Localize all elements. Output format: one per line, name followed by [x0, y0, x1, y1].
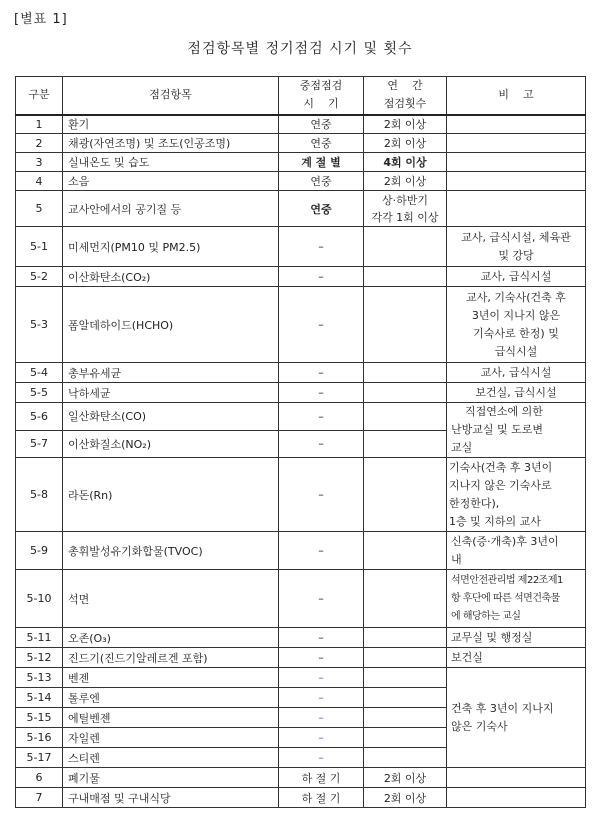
- row-item: 라돈(Rn): [63, 458, 279, 532]
- table-header-row: [16, 77, 586, 115]
- row-note-line2: 항 후단에 따른 석면건축물: [451, 592, 560, 604]
- row-count: [364, 383, 447, 403]
- row-item: 미세먼지(PM10 및 PM2.5): [63, 227, 279, 267]
- row-period: 연중: [279, 134, 364, 153]
- row-period: –: [279, 708, 364, 728]
- row-period: –: [279, 267, 364, 287]
- row-item: 환기: [63, 115, 279, 134]
- row-no: 5-15: [16, 708, 63, 728]
- row-no: 5-9: [16, 532, 63, 570]
- row-count: 2회 이상: [364, 788, 447, 808]
- row-period: –: [279, 532, 364, 570]
- row-note: [447, 191, 586, 227]
- row-no: 5-11: [16, 628, 63, 648]
- header-count: [364, 77, 447, 115]
- row-period: 하 절 기: [279, 768, 364, 788]
- row-no: 5: [16, 191, 63, 227]
- row-period: –: [279, 648, 364, 668]
- row-count: [364, 628, 447, 648]
- table-row: [16, 628, 586, 648]
- row-item: 총휘발성유기화합물(TVOC): [63, 532, 279, 570]
- row-note: [447, 287, 586, 363]
- row-item: 스티렌: [63, 748, 279, 768]
- row-item: 벤젠: [63, 668, 279, 688]
- row-note-line3: 기숙사로 한정) 및: [473, 326, 559, 340]
- row-note: [447, 227, 586, 267]
- row-period: –: [279, 668, 364, 688]
- row-count: [364, 728, 447, 748]
- row-note-line1: 신축(증·개축)후 3년이: [451, 534, 559, 548]
- row-no: 5-1: [16, 227, 63, 267]
- row-no: 7: [16, 788, 63, 808]
- header-count-line2: 점검횟수: [383, 97, 427, 111]
- row-period: –: [279, 363, 364, 383]
- table-row: [16, 668, 586, 688]
- row-count: [364, 458, 447, 532]
- row-count: [364, 227, 447, 267]
- row-period: –: [279, 403, 364, 431]
- row-item: 채광(자연조명) 및 조도(인공조명): [63, 134, 279, 153]
- row-no: 1: [16, 115, 63, 134]
- table-row: [16, 458, 586, 532]
- row-period: –: [279, 628, 364, 648]
- row-item: 폼알데하이드(HCHO): [63, 287, 279, 363]
- row-note: [447, 115, 586, 134]
- row-no: 3: [16, 153, 63, 172]
- row-note: 교무실 및 행정실: [447, 628, 586, 648]
- row-period: –: [279, 430, 364, 458]
- header-period-line2: 시 기: [303, 97, 339, 111]
- row-count: [364, 430, 447, 458]
- row-count-line1: 상·하반기: [381, 193, 428, 207]
- table-row: [16, 227, 586, 267]
- row-item: 진드기(진드기알레르겐 포함): [63, 648, 279, 668]
- row-no: 5-10: [16, 570, 63, 628]
- row-note: [447, 532, 586, 570]
- row-count: 2회 이상: [364, 115, 447, 134]
- row-no: 5-3: [16, 287, 63, 363]
- row-item: 실내온도 및 습도: [63, 153, 279, 172]
- row-note: 보건실: [447, 648, 586, 668]
- row-period: 연중: [279, 172, 364, 191]
- row-note-line3: 에 해당하는 교실: [451, 610, 521, 622]
- row-no: 5-13: [16, 668, 63, 688]
- row-item: 구내매점 및 구내식당: [63, 788, 279, 808]
- row-no: 5-6: [16, 403, 63, 431]
- row-note-line2: 지나지 않은 기숙사로: [449, 478, 552, 492]
- merged-note-line2: 않은 기숙사: [451, 719, 508, 733]
- row-note-line1: 석면안전관리법 제22조제1: [451, 574, 563, 586]
- row-period: 계 절 별: [279, 153, 364, 172]
- row-note-line1: 기숙사(건축 후 3년이: [449, 460, 553, 474]
- table-row: [16, 191, 586, 227]
- row-count-line2: 각각 1회 이상: [371, 210, 439, 224]
- row-period: –: [279, 383, 364, 403]
- row-count: [364, 688, 447, 708]
- row-count: 2회 이상: [364, 768, 447, 788]
- row-note-line1: 교사, 급식시설, 체육관: [461, 230, 571, 244]
- table-row: [16, 648, 586, 668]
- row-item: 총부유세균: [63, 363, 279, 383]
- row-no: 2: [16, 134, 63, 153]
- table-row: [16, 532, 586, 570]
- row-count: [364, 648, 447, 668]
- row-count: [364, 267, 447, 287]
- table-row: [16, 788, 586, 808]
- table-row: [16, 287, 586, 363]
- table-row: [16, 267, 586, 287]
- row-note: 교사, 급식시설: [447, 267, 586, 287]
- row-no: 5-2: [16, 267, 63, 287]
- row-count: [364, 668, 447, 688]
- row-no: 5-8: [16, 458, 63, 532]
- header-count-line1: 연 간: [387, 79, 423, 93]
- row-note-line3: 한정한다),: [449, 496, 500, 510]
- row-count: [364, 403, 447, 431]
- row-no: 6: [16, 768, 63, 788]
- row-item: 자일렌: [63, 728, 279, 748]
- row-note: 교사, 급식시설: [447, 363, 586, 383]
- row-item: 이산화탄소(CO₂): [63, 267, 279, 287]
- row-item: 에틸벤젠: [63, 708, 279, 728]
- row-item: 소음: [63, 172, 279, 191]
- row-count: [364, 708, 447, 728]
- row-item: 교사안에서의 공기질 등: [63, 191, 279, 227]
- row-item: 톨루엔: [63, 688, 279, 708]
- row-item: 일산화탄소(CO): [63, 403, 279, 431]
- row-period: 연중: [279, 191, 364, 227]
- row-no: 5-7: [16, 430, 63, 458]
- row-item: 폐기물: [63, 768, 279, 788]
- row-no: 4: [16, 172, 63, 191]
- row-item: 이산화질소(NO₂): [63, 430, 279, 458]
- table-row: [16, 115, 586, 134]
- row-count: 4회 이상: [364, 153, 447, 172]
- row-period: –: [279, 227, 364, 267]
- row-no: 5-14: [16, 688, 63, 708]
- header-period-line1: 중점점검: [299, 79, 343, 93]
- row-no: 5-17: [16, 748, 63, 768]
- row-note: [447, 153, 586, 172]
- table-row: [16, 363, 586, 383]
- row-period: 연중: [279, 115, 364, 134]
- row-note-line2: 3년이 지나지 않은: [471, 308, 561, 322]
- inspection-table: [15, 76, 586, 808]
- row-no: 5-12: [16, 648, 63, 668]
- header-category: 구분: [16, 77, 63, 115]
- header-period: [279, 77, 364, 115]
- row-note-line2: 내: [451, 552, 462, 566]
- row-count: 2회 이상: [364, 134, 447, 153]
- table-row: [16, 383, 586, 403]
- row-note: [447, 570, 586, 628]
- row-period: –: [279, 688, 364, 708]
- merged-note-line1: 건축 후 3년이 지나지: [451, 701, 554, 715]
- row-period: –: [279, 458, 364, 532]
- row-period: 하 절 기: [279, 788, 364, 808]
- row-item: 오존(O₃): [63, 628, 279, 648]
- row-note-line1: 교사, 기숙사(건축 후: [466, 290, 566, 304]
- row-note-line1: 직접연소에 의한: [465, 405, 543, 418]
- row-no: 5-16: [16, 728, 63, 748]
- row-note-line2: 및 강당: [498, 248, 534, 262]
- row-note: [447, 134, 586, 153]
- row-count: [364, 287, 447, 363]
- row-item: 낙하세균: [63, 383, 279, 403]
- row-note-merged: [447, 403, 586, 458]
- header-note: 비 고: [447, 77, 586, 115]
- row-note: 보건실, 급식시설: [447, 383, 586, 403]
- row-note: [447, 172, 586, 191]
- row-note: [447, 788, 586, 808]
- header-item: 점검항목: [63, 77, 279, 115]
- row-count: [364, 532, 447, 570]
- row-note-merged-voc: [447, 668, 586, 768]
- row-item: 석면: [63, 570, 279, 628]
- row-count: [364, 748, 447, 768]
- table-row: [16, 153, 586, 172]
- row-note: [447, 458, 586, 532]
- row-note: [447, 768, 586, 788]
- row-period: –: [279, 570, 364, 628]
- row-count: 2회 이상: [364, 172, 447, 191]
- table-title: 점검항목별 정기점검 시기 및 횟수: [187, 41, 413, 57]
- row-period: –: [279, 287, 364, 363]
- row-period: –: [279, 748, 364, 768]
- row-count: [364, 191, 447, 227]
- annex-tag: [별표 1]: [14, 12, 68, 27]
- row-no: 5-4: [16, 363, 63, 383]
- row-count: [364, 363, 447, 383]
- table-row: [16, 768, 586, 788]
- table-row: [16, 403, 586, 431]
- row-note-line2: 난방교실 및 도로변: [451, 423, 544, 436]
- table-row: [16, 134, 586, 153]
- row-note-line4: 급식시설: [494, 344, 538, 358]
- row-count: [364, 570, 447, 628]
- row-note-line3: 교실: [451, 441, 473, 454]
- table-row: [16, 570, 586, 628]
- row-period: –: [279, 728, 364, 748]
- table-row: [16, 172, 586, 191]
- row-no: 5-5: [16, 383, 63, 403]
- row-note-line4: 1층 및 지하의 교사: [449, 514, 541, 528]
